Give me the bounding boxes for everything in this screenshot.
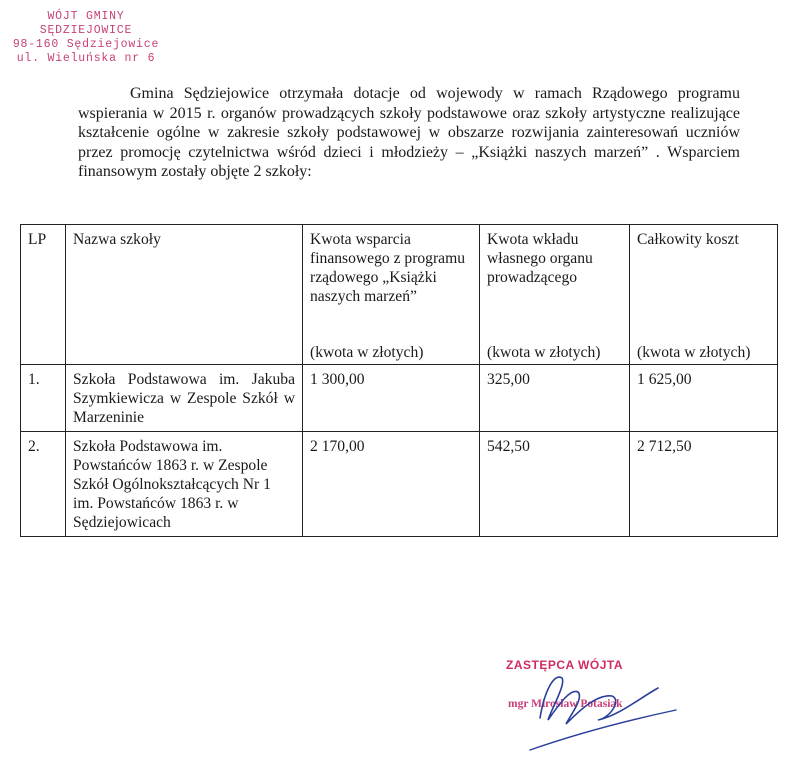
office-stamp	[6, 10, 166, 66]
header-lp-label: LP	[28, 231, 47, 248]
stamp-line-2: SĘDZIEJOWICE	[39, 24, 133, 37]
header-name-label: Nazwa szkoły	[73, 231, 161, 248]
intro-paragraph: Gmina Sędziejowice otrzymała dotacje od wojewody w ramach Rządowego programu wspierania w 2015 r. organów prowadzących szkoły podstawowe oraz szkoły artystyczne realizujące kształcenie ogólne w zakresie szkoły podstawowej w obszarze rozwijania zainteresowań uczniów przez promocję czytelnictwa wśród dzieci i młodzieży – „Książki naszych marzeń” . Wsparciem finansowym zostały objęte 2 szkoły:	[78, 85, 740, 181]
header-own-unit: (kwota w złotych)	[487, 344, 601, 361]
header-name	[66, 225, 303, 365]
header-own-label: Kwota wkładu własnego organu prowadzącego	[487, 231, 593, 286]
header-lp	[21, 225, 66, 365]
row-lp: 1.	[21, 365, 66, 432]
row-total-amount: 2 712,50	[630, 432, 778, 537]
handwritten-signature	[500, 658, 680, 758]
header-total	[630, 225, 778, 365]
row-total-amount: 1 625,00	[630, 365, 778, 432]
header-support	[303, 225, 480, 365]
stamp-line-3: 98-160 Sędziejowice	[12, 38, 160, 51]
signature-name-stamp: mgr Mirosław Potasiak	[508, 698, 623, 710]
table-row	[21, 365, 778, 432]
header-total-unit: (kwota w złotych)	[637, 344, 751, 361]
stamp-line-4: ul. Wieluńska nr 6	[16, 52, 156, 65]
row-school-name: Szkoła Podstawowa im. Jakuba Szymkiewicza w Zespole Szkół w Marzeninie	[66, 365, 303, 432]
row-own-amount: 542,50	[480, 432, 630, 537]
header-support-unit: (kwota w złotych)	[310, 344, 424, 361]
row-support-amount: 1 300,00	[303, 365, 480, 432]
row-own-amount: 325,00	[480, 365, 630, 432]
header-own	[480, 225, 630, 365]
signature-title-stamp: ZASTĘPCA WÓJTA	[506, 658, 623, 672]
stamp-line-1: WÓJT GMINY	[47, 10, 125, 23]
row-lp: 2.	[21, 432, 66, 537]
header-support-label: Kwota wsparcia finansowego z programu rządowego „Książki naszych marzeń”	[310, 231, 466, 305]
row-support-amount: 2 170,00	[303, 432, 480, 537]
table-header-row	[21, 225, 778, 365]
signature-block	[500, 658, 680, 758]
table-row	[21, 432, 778, 537]
schools-table	[20, 224, 778, 537]
header-total-label: Całkowity koszt	[637, 231, 739, 248]
row-school-name: Szkoła Podstawowa im. Powstańców 1863 r. w Zespole Szkół Ogólnokształcących Nr 1 im. Powstańców 1863 r. w Sędziejowicach	[66, 432, 303, 537]
